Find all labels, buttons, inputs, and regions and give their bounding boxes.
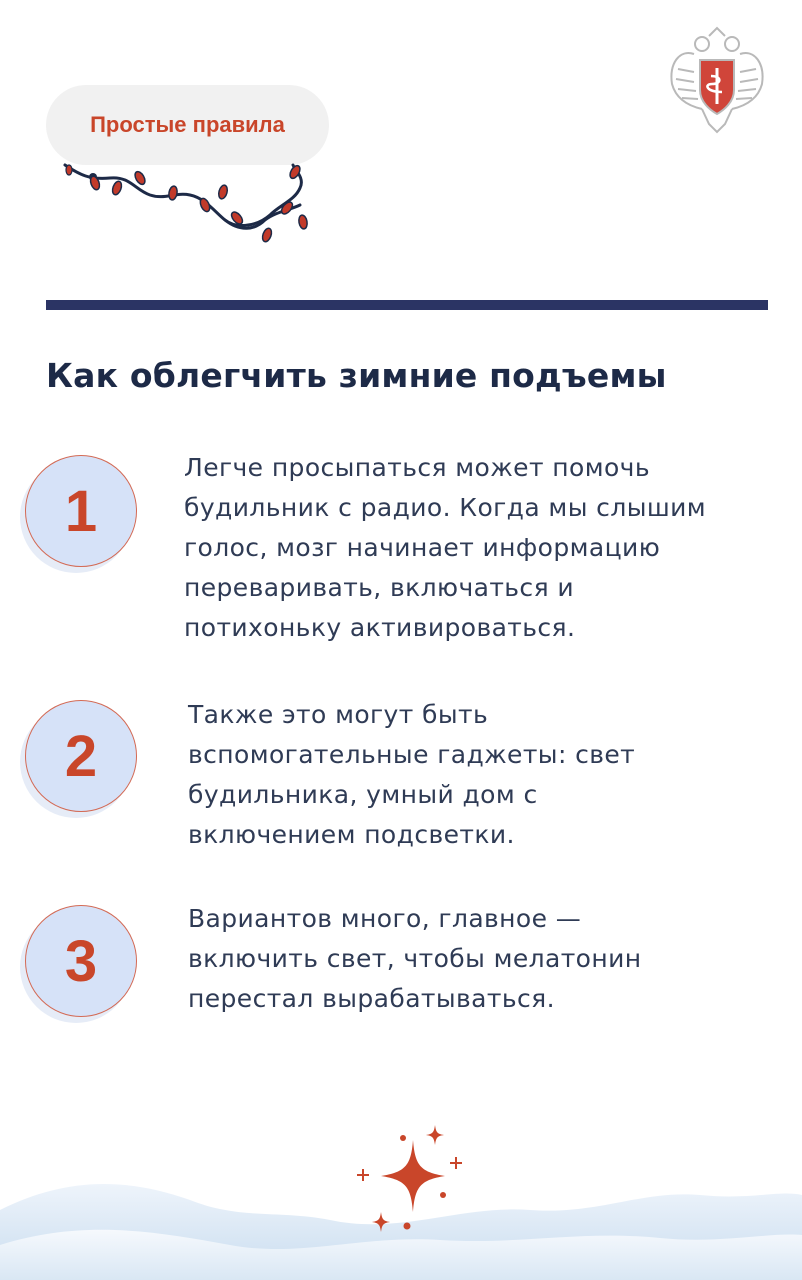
step-text-line: будильник с радио. Когда мы слышим <box>184 493 707 522</box>
page-title: Как облегчить зимние подъемы <box>46 356 667 395</box>
step-text-line: Вариантов много, главное — <box>188 904 582 933</box>
step-text-line: Легче просыпаться может помочь <box>184 453 650 482</box>
step-text-line: Также это могут быть <box>188 700 489 729</box>
step-number: 1 <box>64 478 98 544</box>
step-number-circle <box>25 700 137 812</box>
step-number: 3 <box>64 928 98 994</box>
step-text-line: включением подсветки. <box>188 820 515 849</box>
step-text-line: потихоньку активироваться. <box>184 613 576 642</box>
step-number: 2 <box>64 723 98 789</box>
step-text-line: вспомогательные гаджеты: свет <box>188 740 636 769</box>
step-number-circle <box>25 905 137 1017</box>
step-text-line: включить свет, чтобы мелатонин <box>188 944 642 973</box>
step-text <box>188 695 635 855</box>
step-text-line: голос, мозг начинает информацию <box>184 533 661 562</box>
step-text-line: будильника, умный дом с <box>188 780 538 809</box>
ministry-emblem-icon <box>664 24 770 136</box>
divider <box>46 300 768 310</box>
sparkle-stars-icon <box>345 1120 475 1240</box>
garland-icon <box>55 150 315 245</box>
step-number-circle <box>25 455 137 567</box>
step-text <box>188 899 642 1019</box>
section-badge-label: Простые правила <box>90 112 285 137</box>
step-text-line: переваривать, включаться и <box>184 573 575 602</box>
step-text-line: перестал вырабатываться. <box>188 984 555 1013</box>
step-text <box>184 448 706 648</box>
